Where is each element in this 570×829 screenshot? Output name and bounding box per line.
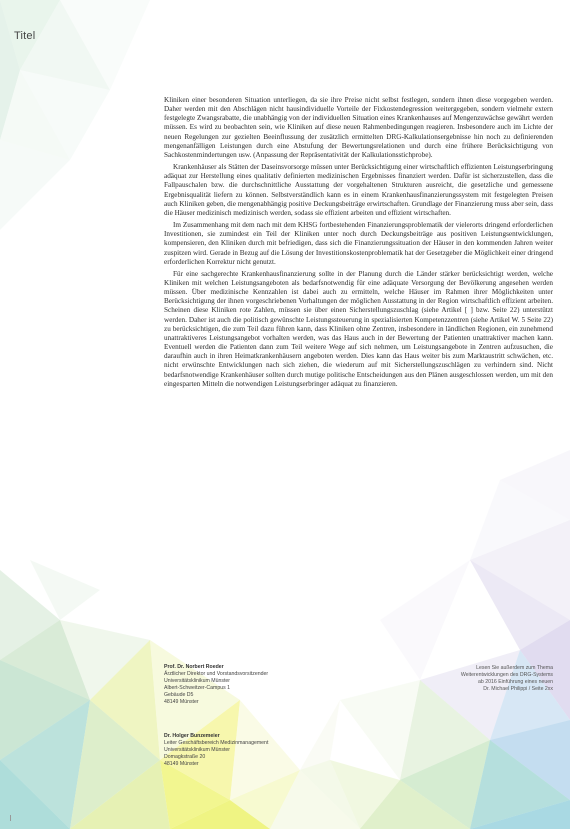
author-detail-line: Universitätsklinikum Münster bbox=[164, 747, 231, 753]
author-detail-line: Leiter Geschäftsbereich Medizinmanagement bbox=[164, 740, 269, 746]
article-body bbox=[164, 96, 553, 392]
note-line: Weiterentwicklungen des DRG-Systems bbox=[460, 672, 553, 678]
body-paragraph: Krankenhäuser als Stätten der Daseinsvorsorge müssen unter Berücksichtigung einer wirtschaftlich effizienten Leistungserbringung adäquat zur Herstellung eines qualitativ definierten medizinischen Ergebnisses finanziert werden. Dafür ist sicherzustellen, dass die Fallpauschalen bzw. die durchschnittliche Ausstattung der vorgehaltenen Strukturen ausreicht, die gesetzliche und gemessene Ergebnisqualität liefern zu können. Selbstverständlich kann es in einem Krankenhausfinanzierungssystem mit festgelegten Preisen auch Kliniken geben, die mengenabhängig positive Deckungsbeiträge erwirtschaften. Grundlage der Finanzierung muss aber sein, dass die Häuser medizinisch medizinisch werden, sodass sie effizient arbeiten und effizient wirtschaften. bbox=[164, 163, 553, 217]
author-name: Prof. Dr. Norbert Roeder bbox=[164, 664, 224, 670]
author-detail-line: Ärztlicher Direktor und Vorstandsvorsitzender bbox=[164, 671, 269, 677]
author-detail-line: Gebäude D5 bbox=[164, 692, 194, 698]
body-paragraph: Kliniken einer besonderen Situation unterliegen, da sie ihre Preise nicht selbst festlegen, sondern ihnen diese vorgegeben werden. Daher werden mit den Abschlägen nicht hausindividuelle Vorteile der Fixkostendegression weitergegeben, sondern vielmehr extern festgelegte Zwangsrabatte, die unabhängig von der individuellen Situation eines Krankenhauses auf Mengenzuwächse gewährt werden müssen. Es wird zu beobachten sein, wie Kliniken auf diese neuen Rahmenbedingungen reagieren. Insbesondere auch im Lichte der neuen Regelungen zur gezielten Beeinflussung der zusätzlich ermittelten DRG-Kalkulationsergebnisse hin noch zu definierenden mengenanfälligen Leistungen durch eine Abstufung der Bewertungsrelationen und durch eine frühere Berücksichtigung von Sachkostenmindertungen usw. (Anpassung der Repräsentativität der Kalkulationsstichprobe). bbox=[164, 96, 553, 159]
author-detail-line: 48149 Münster bbox=[164, 699, 199, 705]
author-detail-line: Albert-Schweitzer-Campus 1 bbox=[164, 685, 231, 691]
author-contact-block bbox=[164, 664, 314, 706]
author-contact-block bbox=[164, 733, 314, 768]
note-line: ab 2016 Einführung eines neuen bbox=[478, 679, 553, 685]
author-detail-line: Domagkstraße 20 bbox=[164, 754, 206, 760]
body-paragraph: Im Zusammenhang mit dem nach mit dem KHSG fortbestehenden Finanzierungsproblematik der vielerorts dringend erforderlichen Investitionen, sie zumindest ein Teil der Kliniken unter noch durch Deckungsbeiträge aus positiven Leistungsentwicklungen, kompensieren, den Kliniken durch mit befriedigen, dass sich die Finanzierungssituation der Häuser in den kommenden Jahren weiter zuspitzen wird. Gerade in Bezug auf die Lösung der Investitionskostenproblematik hat der Gesetzgeber die Möglichkeit einer dringend erforderlichen Korrektur nicht genutzt. bbox=[164, 221, 553, 266]
page-edge-mark bbox=[10, 815, 11, 821]
note-line: Dr. Michael Philippi / Seite 2xx bbox=[483, 686, 553, 692]
author-detail-line: 48149 Münster bbox=[164, 761, 199, 767]
running-header-title: Titel bbox=[14, 30, 36, 42]
body-paragraph: Für eine sachgerechte Krankenhausfinanzierung sollte in der Planung durch die Länder stärker berücksichtigt werden, welche Kliniken mit welchen Leistungsangeboten als bedarfsnotwendig für eine adäquate Versorgung der Bevölkerung angesehen werden müssen. Über medizinische Kennzahlen ist dabei auch zu ermitteln, welche Häuser im Rahmen ihrer Möglichkeiten unter Berücksichtigung der ihnen vorgeschriebenen Vorhaltungen der möglichen Ausstattung in der Region wirtschaftlich effizient arbeiten. Scheinen diese Kliniken rote Zahlen, müssen sie über einen Sicherstellungszuschlag (siehe Artikel [ ] bzw. Seite 22) unterstützt werden. Daher ist auch die politisch gewünschte Leistungssteuerung in spezialisierten Kompetenzzentren (siehe Artikel W. 5 Seite 22) zu berücksichtigen, die zum Teil dazu führen kann, dass Kliniken ohne Zentren, insbesondere in ländlichen Regionen, ein zunehmend unattraktiveres Leistungsangebot vorhalten werden, was das Haus auch in der Bewertung der Patienten unattraktiver machen kann. Eventuell werden die Patienten dann zum Teil weitere Wege auf sich nehmen, um Leistungsangebote in Zentren aufzusuchen, die daraufhin auch in ihren Heimatkrankenhäusern angeboten werden. Dies kann das Haus weiter bis zum Marktaustritt schwächen, etc. nicht erwünschte Entwicklungen nach sich ziehen, die wiederum auf mit Sicherstellungszuschlägen zu verhindern sind. Nicht bedarfsnotwendige Krankenhäuser sollten durch mutige politische Entscheidungen aus den Plänen ausgeschlossen werden, um mit den eingesparten Mitteln die notwendigen Leistungserbringer adäquat zu finanzieren. bbox=[164, 269, 553, 388]
related-article-note bbox=[403, 665, 553, 693]
author-detail-line: Universitätsklinikum Münster bbox=[164, 678, 231, 684]
author-name: Dr. Holger Bunzemeier bbox=[164, 733, 220, 739]
note-line: Lesen Sie außerdem zum Thema bbox=[476, 665, 553, 671]
